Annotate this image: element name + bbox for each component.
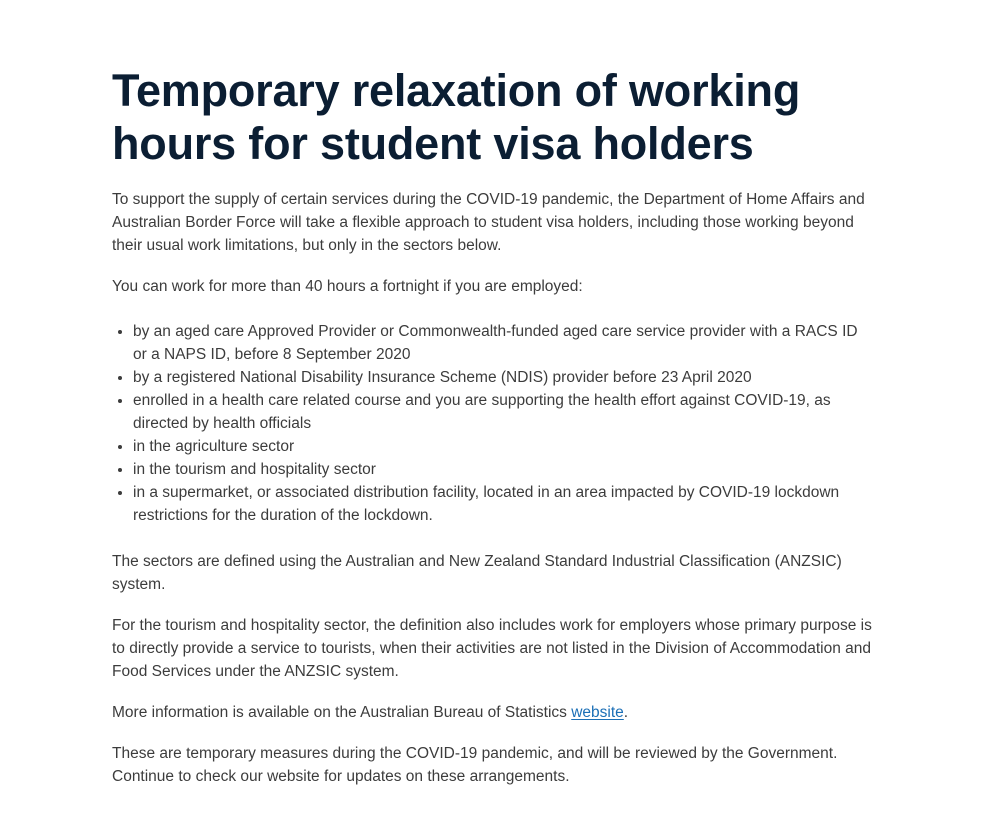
list-item: • in the tourism and hospitality sector xyxy=(133,458,872,481)
list-item: • in a supermarket, or associated distribution facility, located in an area impacted by COVID-19 lockdown restrictions for the duration of the lockdown. xyxy=(133,481,872,527)
list-item: • by an aged care Approved Provider or Commonwealth-funded aged care service provider with a RACS ID or a NAPS ID, before 8 September 2020 xyxy=(133,320,872,366)
more-info-paragraph xyxy=(112,701,872,724)
conditions-list xyxy=(112,320,872,527)
more-info-suffix: . xyxy=(623,704,629,721)
sectors-definition-paragraph: The sectors are defined using the Australian and New Zealand Standard Industrial Classification (ANZSIC) system. xyxy=(112,553,842,593)
more-info-text: More information is available on the Australian Bureau of Statistics xyxy=(112,704,572,721)
closing-paragraph: These are temporary measures during the COVID-19 pandemic, and will be reviewed by the Government. Continue to check our website for updates on these arrangements. xyxy=(112,745,838,785)
list-item: • enrolled in a health care related course and you are supporting the health effort against COVID-19, as directed by health officials xyxy=(133,389,872,435)
intro-paragraph: To support the supply of certain services during the COVID-19 pandemic, the Department of Home Affairs and Australian Border Force will take a flexible approach to student visa holders, including those working beyond their usual work limitations, but only in the sectors below. xyxy=(112,191,865,254)
list-item: • in the agriculture sector xyxy=(133,435,872,458)
tourism-definition-paragraph: For the tourism and hospitality sector, the definition also includes work for employers whose primary purpose is to directly provide a service to tourists, when their activities are not listed in the Division of Accommodation and Food Services under the ANZSIC system. xyxy=(112,617,872,680)
article-content xyxy=(112,64,872,806)
abs-website-link[interactable]: website xyxy=(571,704,624,721)
list-item: • by a registered National Disability Insurance Scheme (NDIS) provider before 23 April 2020 xyxy=(133,366,872,389)
page-title: Temporary relaxation of working hours for student visa holders xyxy=(112,65,801,169)
conditions-lead: You can work for more than 40 hours a fortnight if you are employed: xyxy=(112,278,583,295)
